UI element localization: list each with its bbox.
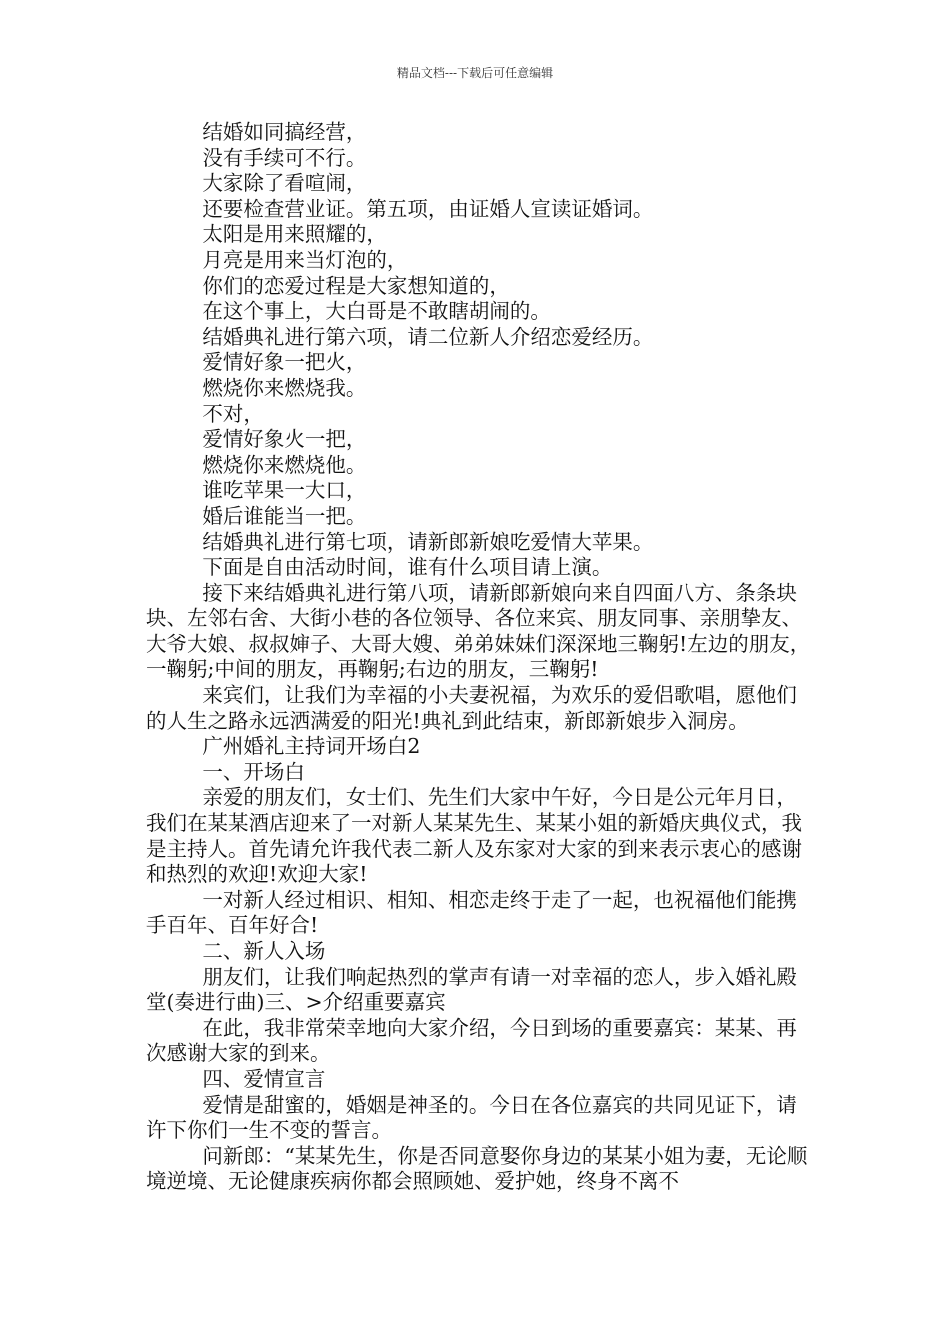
- page-header: 精品文档---下载后可任意编辑: [396, 66, 554, 80]
- paragraph: 爱情是甜蜜的，婚姻是神圣的。今日在各位嘉宾的共同见证下，请许下你们一生不变的誓言。: [146, 1092, 797, 1143]
- paragraph: 在这个事上，大白哥是不敢瞎胡闹的。: [202, 299, 551, 324]
- paragraph: 结婚典礼进行第七项，请新郎新娘吃爱情大苹果。: [202, 529, 654, 554]
- paragraph: 亲爱的朋友们，女士们、先生们大家中午好，今日是公元年月日，我们在某某酒店迎来了一对新人某某先生、某某小姐的新婚庆典仪式，我是主持人。首先请允许我代表二新人及东家对大家的到来表示衷心的感谢和热烈的欢迎!欢迎大家!: [146, 785, 802, 887]
- section-heading: 一、开场白: [202, 759, 305, 784]
- paragraph: 结婚如同搞经营，: [202, 120, 367, 144]
- paragraph: 来宾们，让我们为幸福的小夫妻祝福，为欢乐的爱侣歌唱，愿他们的人生之路永远洒满爱的阳光!典礼到此结束，新郎新娘步入洞房。: [146, 683, 797, 733]
- paragraph: 还要检查营业证。第五项，由证婚人宣读证婚词。: [202, 196, 654, 221]
- paragraph: 爱情好象火一把，: [202, 427, 367, 452]
- paragraph: 问新郎：“某某先生，你是否同意娶你身边的某某小姐为妻，无论顺境逆境、无论健康疾病你都会照顾她、爱护她，终身不离不: [146, 1143, 808, 1194]
- paragraph: 没有手续可不行。: [202, 145, 367, 170]
- section-heading: 四、爱情宣言: [202, 1066, 326, 1091]
- paragraph: 你们的恋爱过程是大家想知道的，: [202, 273, 510, 298]
- paragraph: 太阳是用来照耀的，: [202, 222, 387, 247]
- paragraph: 爱情好象一把火，: [202, 350, 367, 375]
- paragraph: 燃烧你来燃烧我。: [202, 375, 367, 400]
- paragraph: 一对新人经过相识、相知、相恋走终于走了一起，也祝福他们能携手百年、百年好合!: [146, 887, 797, 938]
- paragraph: 月亮是用来当灯泡的，: [202, 247, 408, 272]
- section-title: 广州婚礼主持词开场白2: [202, 734, 421, 759]
- paragraph: 燃烧你来燃烧他。: [202, 452, 367, 477]
- paragraph: 婚后谁能当一把。: [202, 503, 367, 528]
- paragraph: 谁吃苹果一大口，: [202, 478, 367, 503]
- paragraph: 在此，我非常荣幸地向大家介绍，今日到场的重要嘉宾：某某、再次感谢大家的到来。: [146, 1015, 797, 1066]
- paragraph: 大家除了看喧闹，: [202, 171, 367, 196]
- paragraph: 下面是自由活动时间，谁有什么项目请上演。: [202, 555, 613, 580]
- paragraph: 结婚典礼进行第六项，请二位新人介绍恋爱经历。: [202, 324, 654, 349]
- section-heading: 二、新人入场: [202, 939, 326, 963]
- paragraph: 接下来结婚典礼进行第八项，请新郎新娘向来自四面八方、条条块块、左邻右舍、大街小巷的各位领导、各位来宾、朋友同事、亲朋挚友、大爷大娘、叔叔婶子、大哥大嫂、弟弟妹妹们深深地三鞠躬!左边的朋友，一鞠躬;中间的朋友，再鞠躬;右边的朋友，三鞠躬!: [146, 580, 811, 682]
- paragraph: 朋友们，让我们响起热烈的掌声有请一对幸福的恋人，步入婚礼殿堂(奏进行曲)三、>介绍重要嘉宾: [146, 964, 797, 1015]
- document-body: [146, 120, 811, 1195]
- paragraph: 不对，: [202, 401, 264, 426]
